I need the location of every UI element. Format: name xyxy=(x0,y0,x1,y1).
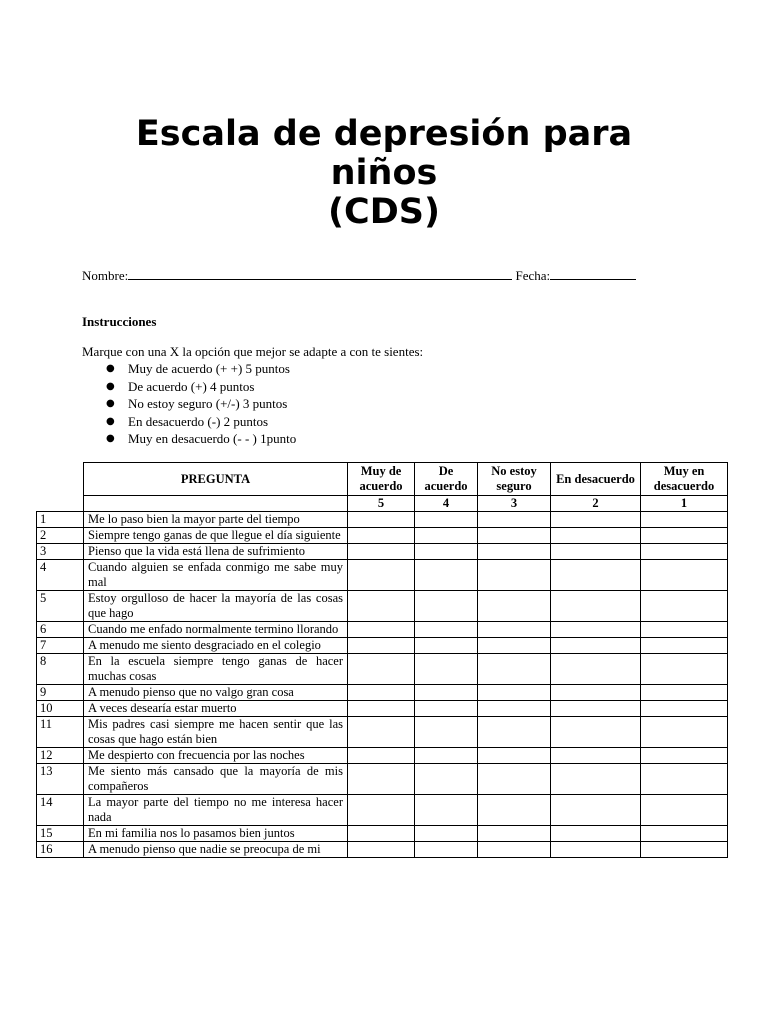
answer-cell[interactable] xyxy=(478,591,551,622)
score-row xyxy=(37,496,728,512)
answer-cell[interactable] xyxy=(348,638,415,654)
answer-cell[interactable] xyxy=(348,685,415,701)
score-5: 5 xyxy=(348,496,415,512)
answer-cell[interactable] xyxy=(415,544,478,560)
header-pregunta: PREGUNTA xyxy=(84,463,348,496)
option-item xyxy=(106,413,296,431)
option-label: No estoy seguro (+/-) 3 puntos xyxy=(128,396,288,412)
score-2: 2 xyxy=(551,496,641,512)
table-row xyxy=(37,826,728,842)
score-3: 3 xyxy=(478,496,551,512)
answer-cell[interactable] xyxy=(348,512,415,528)
answer-cell[interactable] xyxy=(478,764,551,795)
answer-cell[interactable] xyxy=(641,560,728,591)
answer-cell[interactable] xyxy=(415,528,478,544)
answer-cell[interactable] xyxy=(415,560,478,591)
table-row xyxy=(37,560,728,591)
header-row xyxy=(37,463,728,496)
answer-cell[interactable] xyxy=(478,560,551,591)
question-number: 1 xyxy=(37,512,84,528)
answer-cell[interactable] xyxy=(348,591,415,622)
nombre-field[interactable] xyxy=(128,267,512,280)
nombre-label: Nombre: xyxy=(82,268,129,283)
answer-cell[interactable] xyxy=(551,544,641,560)
answer-cell[interactable] xyxy=(641,748,728,764)
answer-cell[interactable] xyxy=(551,764,641,795)
answer-cell[interactable] xyxy=(415,512,478,528)
answer-cell[interactable] xyxy=(478,717,551,748)
answer-cell[interactable] xyxy=(551,622,641,638)
questionnaire-table xyxy=(36,462,728,858)
option-item xyxy=(106,378,296,396)
answer-cell[interactable] xyxy=(641,528,728,544)
answer-cell[interactable] xyxy=(641,764,728,795)
question-text: La mayor parte del tiempo no me interesa hacer nada xyxy=(84,795,348,826)
question-number: 14 xyxy=(37,795,84,826)
answer-cell[interactable] xyxy=(348,764,415,795)
answer-cell[interactable] xyxy=(348,826,415,842)
question-number: 10 xyxy=(37,701,84,717)
header-muy-en-desacuerdo: Muy en desacuerdo xyxy=(641,463,728,496)
answer-cell[interactable] xyxy=(348,654,415,685)
answer-cell[interactable] xyxy=(641,701,728,717)
document-title xyxy=(0,115,768,232)
answer-cell[interactable] xyxy=(415,842,478,858)
answer-cell[interactable] xyxy=(551,591,641,622)
question-text: Me siento más cansado que la mayoría de mis compañeros xyxy=(84,764,348,795)
answer-cell[interactable] xyxy=(551,717,641,748)
answer-cell[interactable] xyxy=(415,638,478,654)
options-list xyxy=(106,360,296,448)
answer-cell[interactable] xyxy=(641,795,728,826)
question-number: 7 xyxy=(37,638,84,654)
answer-cell[interactable] xyxy=(348,748,415,764)
question-number: 11 xyxy=(37,717,84,748)
question-text: A menudo me siento desgraciado en el colegio xyxy=(84,638,348,654)
answer-cell[interactable] xyxy=(415,685,478,701)
table-row xyxy=(37,795,728,826)
answer-cell[interactable] xyxy=(641,638,728,654)
answer-cell[interactable] xyxy=(415,654,478,685)
table-row xyxy=(37,748,728,764)
question-text: Cuando me enfado normalmente termino llorando xyxy=(84,622,348,638)
answer-cell[interactable] xyxy=(641,544,728,560)
bullet-icon: ● xyxy=(106,398,115,410)
header-de-acuerdo: De acuerdo xyxy=(415,463,478,496)
answer-cell[interactable] xyxy=(478,701,551,717)
table-row xyxy=(37,717,728,748)
answer-cell[interactable] xyxy=(551,795,641,826)
table-row xyxy=(37,701,728,717)
table-row xyxy=(37,591,728,622)
question-number: 4 xyxy=(37,560,84,591)
header-en-desacuerdo: En desacuerdo xyxy=(551,463,641,496)
bullet-icon: ● xyxy=(106,363,115,374)
answer-cell[interactable] xyxy=(415,591,478,622)
option-label: Muy de acuerdo (+ +) 5 puntos xyxy=(128,361,290,376)
answer-cell[interactable] xyxy=(551,528,641,544)
answer-cell[interactable] xyxy=(641,591,728,622)
answer-cell[interactable] xyxy=(415,622,478,638)
bullet-icon: ● xyxy=(106,433,115,445)
answer-cell[interactable] xyxy=(348,795,415,826)
name-date-line xyxy=(82,267,636,284)
question-text: En la escuela siempre tengo ganas de hacer muchas cosas xyxy=(84,654,348,685)
question-number: 12 xyxy=(37,748,84,764)
header-no-estoy-seguro: No estoy seguro xyxy=(478,463,551,496)
answer-cell[interactable] xyxy=(415,748,478,764)
answer-cell[interactable] xyxy=(641,717,728,748)
header-muy-de-acuerdo: Muy de acuerdo xyxy=(348,463,415,496)
answer-cell[interactable] xyxy=(551,748,641,764)
question-number: 5 xyxy=(37,591,84,622)
answer-cell[interactable] xyxy=(478,842,551,858)
answer-cell[interactable] xyxy=(478,795,551,826)
answer-cell[interactable] xyxy=(415,764,478,795)
question-number: 13 xyxy=(37,764,84,795)
question-text: Estoy orgulloso de hacer la mayoría de las cosas que hago xyxy=(84,591,348,622)
answer-cell[interactable] xyxy=(415,795,478,826)
answer-cell[interactable] xyxy=(478,622,551,638)
title-line-3: (CDS) xyxy=(328,192,440,232)
answer-cell[interactable] xyxy=(551,701,641,717)
question-number: 8 xyxy=(37,654,84,685)
answer-cell[interactable] xyxy=(641,622,728,638)
option-label: De acuerdo (+) 4 puntos xyxy=(128,378,255,394)
answer-cell[interactable] xyxy=(348,544,415,560)
option-item xyxy=(106,430,296,448)
question-text: En mi familia nos lo pasamos bien juntos xyxy=(84,826,348,842)
answer-cell[interactable] xyxy=(641,654,728,685)
answer-cell[interactable] xyxy=(348,842,415,858)
title-line-2: niños xyxy=(330,153,438,193)
answer-cell[interactable] xyxy=(478,528,551,544)
title-line-1: Escala de depresión para xyxy=(135,114,633,154)
answer-cell[interactable] xyxy=(415,701,478,717)
answer-cell[interactable] xyxy=(415,717,478,748)
answer-cell[interactable] xyxy=(348,622,415,638)
question-text: Pienso que la vida está llena de sufrimiento xyxy=(84,544,348,560)
table-row xyxy=(37,842,728,858)
answer-cell[interactable] xyxy=(348,701,415,717)
question-text: Mis padres casi siempre me hacen sentir que las cosas que hago están bien xyxy=(84,717,348,748)
answer-cell[interactable] xyxy=(415,826,478,842)
answer-cell[interactable] xyxy=(641,512,728,528)
question-number: 6 xyxy=(37,622,84,638)
score-1: 1 xyxy=(641,496,728,512)
option-label: Muy en desacuerdo (- - ) 1punto xyxy=(128,431,297,447)
answer-cell[interactable] xyxy=(478,685,551,701)
fecha-field[interactable] xyxy=(550,267,636,280)
question-text: Cuando alguien se enfada conmigo me sabe muy mal xyxy=(84,560,348,591)
table-row xyxy=(37,764,728,795)
question-text: Me lo paso bien la mayor parte del tiempo xyxy=(84,512,348,528)
question-text: Me despierto con frecuencia por las noches xyxy=(84,748,348,764)
table-row xyxy=(37,654,728,685)
question-number: 9 xyxy=(37,685,84,701)
question-number: 15 xyxy=(37,826,84,842)
answer-cell[interactable] xyxy=(551,638,641,654)
option-label: En desacuerdo (-) 2 puntos xyxy=(128,413,269,429)
answer-cell[interactable] xyxy=(348,560,415,591)
answer-cell[interactable] xyxy=(478,512,551,528)
instructions-heading: Instrucciones xyxy=(82,314,157,329)
answer-cell[interactable] xyxy=(478,544,551,560)
question-text: Siempre tengo ganas de que llegue el día siguiente xyxy=(84,528,348,544)
fecha-label: Fecha: xyxy=(515,268,551,283)
answer-cell[interactable] xyxy=(551,842,641,858)
answer-cell[interactable] xyxy=(551,685,641,701)
question-number: 2 xyxy=(37,528,84,544)
question-text: A menudo pienso que nadie se preocupa de mi xyxy=(84,842,348,858)
score-4: 4 xyxy=(415,496,478,512)
option-item xyxy=(106,395,296,413)
question-text: A menudo pienso que no valgo gran cosa xyxy=(84,685,348,701)
answer-cell[interactable] xyxy=(348,717,415,748)
bullet-icon: ● xyxy=(106,380,115,392)
answer-cell[interactable] xyxy=(551,654,641,685)
table-row xyxy=(37,638,728,654)
answer-cell[interactable] xyxy=(478,826,551,842)
bullet-icon: ● xyxy=(106,415,115,427)
answer-cell[interactable] xyxy=(478,654,551,685)
answer-cell[interactable] xyxy=(641,826,728,842)
question-number: 3 xyxy=(37,544,84,560)
instructions-text: Marque con una X la opción que mejor se adapte a con te sientes: xyxy=(82,344,424,359)
table-row xyxy=(37,528,728,544)
answer-cell[interactable] xyxy=(478,748,551,764)
option-item xyxy=(106,360,296,378)
answer-cell[interactable] xyxy=(551,512,641,528)
answer-cell[interactable] xyxy=(641,685,728,701)
table-row xyxy=(37,544,728,560)
answer-cell[interactable] xyxy=(641,842,728,858)
answer-cell[interactable] xyxy=(348,528,415,544)
answer-cell[interactable] xyxy=(478,638,551,654)
table-row xyxy=(37,622,728,638)
table-row xyxy=(37,512,728,528)
table-row xyxy=(37,685,728,701)
answer-cell[interactable] xyxy=(551,560,641,591)
answer-cell[interactable] xyxy=(551,826,641,842)
question-text: A veces desearía estar muerto xyxy=(84,701,348,717)
question-number: 16 xyxy=(37,842,84,858)
